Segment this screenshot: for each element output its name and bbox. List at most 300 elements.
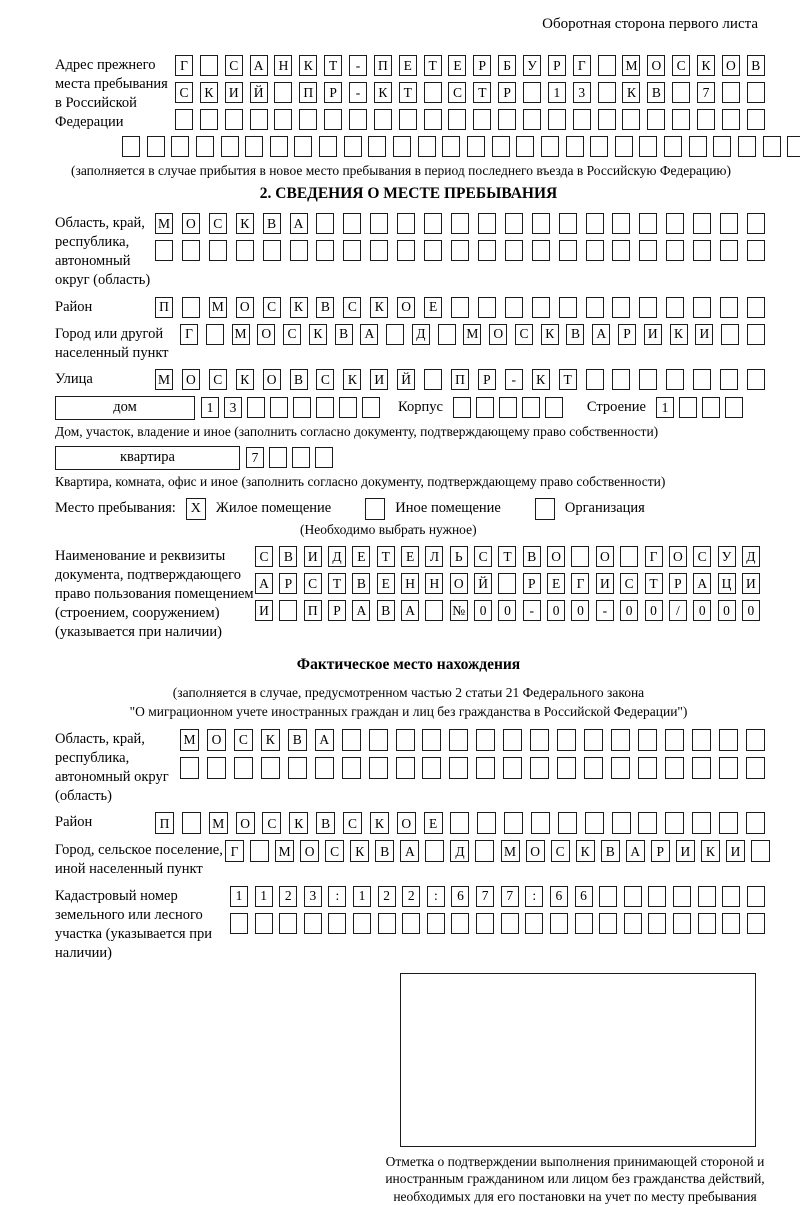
char-box xyxy=(720,213,738,234)
char-box xyxy=(442,136,460,157)
char-box: В xyxy=(377,600,395,621)
char-box xyxy=(747,324,765,345)
char-box xyxy=(571,546,589,567)
actual-location-note-line2: "О миграционном учете иностранных граждан и лиц без гражданства в Российской Федерации") xyxy=(129,703,688,719)
char-box: Г xyxy=(571,573,589,594)
actual-district-label: Район xyxy=(55,814,93,831)
char-box: В xyxy=(288,729,307,751)
char-box: С xyxy=(262,812,281,834)
field-actual-district xyxy=(55,812,762,834)
prev-address-row-2 xyxy=(175,82,765,103)
char-box xyxy=(615,136,633,157)
char-box: Ц xyxy=(718,573,736,594)
char-box: О xyxy=(722,55,740,76)
char-box: Р xyxy=(651,840,670,862)
char-box: К xyxy=(541,324,559,345)
char-box: И xyxy=(676,840,695,862)
char-box xyxy=(624,886,642,907)
checkbox-zhiloe: X xyxy=(186,498,206,520)
char-box: К xyxy=(697,55,715,76)
char-box xyxy=(316,397,334,418)
korpus-row xyxy=(453,397,563,418)
char-box: 1 xyxy=(255,886,273,907)
char-box xyxy=(293,397,311,418)
char-box: 0 xyxy=(693,600,711,621)
checkbox-organizaciya xyxy=(535,498,555,520)
char-box: М xyxy=(155,213,173,234)
char-box: О xyxy=(257,324,275,345)
char-box xyxy=(342,729,361,751)
district-label: Район xyxy=(55,298,93,315)
char-box: П xyxy=(374,55,392,76)
char-box: 6 xyxy=(550,886,568,907)
char-box: И xyxy=(726,840,745,862)
char-box xyxy=(370,213,388,234)
char-box xyxy=(648,886,666,907)
char-box: О xyxy=(182,369,200,390)
char-box xyxy=(672,82,690,103)
char-box: И xyxy=(742,573,760,594)
char-box: В xyxy=(290,369,308,390)
char-box: К xyxy=(261,729,280,751)
char-box xyxy=(349,109,367,130)
char-box xyxy=(586,297,604,318)
char-box xyxy=(611,757,630,779)
char-box: И xyxy=(644,324,662,345)
char-box: В xyxy=(566,324,584,345)
char-box: Г xyxy=(225,840,244,862)
char-box xyxy=(200,109,218,130)
char-box: 0 xyxy=(620,600,638,621)
char-box xyxy=(557,757,576,779)
char-box: И xyxy=(370,369,388,390)
char-box xyxy=(639,297,657,318)
char-box xyxy=(424,240,442,261)
char-box xyxy=(638,812,657,834)
char-box: В xyxy=(335,324,353,345)
char-box xyxy=(522,397,540,418)
char-box: М xyxy=(155,369,173,390)
char-box: 3 xyxy=(304,886,322,907)
char-box: В xyxy=(316,297,334,318)
char-box: П xyxy=(451,369,469,390)
char-box: О xyxy=(669,546,687,567)
char-box xyxy=(328,913,346,934)
char-box xyxy=(751,840,770,862)
char-box xyxy=(692,757,711,779)
option-zhiloe-label: Жилое помещение xyxy=(215,500,332,517)
char-box: Й xyxy=(474,573,492,594)
char-box xyxy=(530,757,549,779)
char-box: А xyxy=(400,840,419,862)
actual-location-title: Фактическое место нахождения xyxy=(296,656,521,674)
char-box xyxy=(424,213,442,234)
region-row-1 xyxy=(155,213,765,234)
char-box xyxy=(171,136,189,157)
char-box xyxy=(250,109,268,130)
char-box: П xyxy=(155,297,173,318)
char-box xyxy=(451,297,469,318)
char-box xyxy=(402,913,420,934)
char-box xyxy=(425,840,444,862)
char-box xyxy=(370,240,388,261)
char-box xyxy=(673,913,691,934)
char-box xyxy=(175,109,193,130)
document-row-3 xyxy=(255,600,760,621)
char-box: 0 xyxy=(645,600,663,621)
char-box xyxy=(344,136,362,157)
char-box: И xyxy=(225,82,243,103)
char-box xyxy=(427,913,445,934)
char-box: М xyxy=(209,812,228,834)
char-box xyxy=(206,324,224,345)
char-box: А xyxy=(250,55,268,76)
char-box xyxy=(263,240,281,261)
char-box xyxy=(516,136,534,157)
checkbox-inoe xyxy=(365,498,385,520)
char-box xyxy=(451,240,469,261)
cadastral-label: Кадастровый номер земельного или лесного участка (указывается при наличии) xyxy=(55,887,212,961)
char-box xyxy=(679,397,697,418)
char-box xyxy=(180,757,199,779)
char-box xyxy=(319,136,337,157)
char-box: 0 xyxy=(547,600,565,621)
char-box xyxy=(473,109,491,130)
char-box: К xyxy=(701,840,720,862)
actual-location-note xyxy=(55,684,762,720)
char-box xyxy=(182,812,201,834)
char-box xyxy=(399,109,417,130)
char-box: У xyxy=(523,55,541,76)
char-box xyxy=(664,136,682,157)
char-box: В xyxy=(279,546,297,567)
char-box: И xyxy=(596,573,614,594)
char-box: Д xyxy=(450,840,469,862)
char-box xyxy=(438,324,456,345)
char-box: 7 xyxy=(246,447,264,468)
char-box: Г xyxy=(180,324,198,345)
field-actual-city xyxy=(55,840,762,879)
actual-city-row xyxy=(225,840,770,862)
char-box xyxy=(598,55,616,76)
char-box: 1 xyxy=(353,886,371,907)
apartment-note: Квартира, комната, офис и иное (заполнить согласно документу, подтверждающему право собственности) xyxy=(55,473,666,489)
char-box: 0 xyxy=(718,600,736,621)
option-inoe-label: Иное помещение xyxy=(395,500,501,517)
region-row-2 xyxy=(155,240,765,261)
char-box: Г xyxy=(175,55,193,76)
char-box xyxy=(532,297,550,318)
char-box: О xyxy=(207,729,226,751)
char-box xyxy=(498,573,516,594)
char-box xyxy=(721,324,739,345)
char-box: Д xyxy=(742,546,760,567)
char-box: П xyxy=(299,82,317,103)
char-box xyxy=(639,369,657,390)
char-box xyxy=(234,757,253,779)
char-box xyxy=(713,136,731,157)
char-box: Р xyxy=(478,369,496,390)
char-box: О xyxy=(547,546,565,567)
char-box: К xyxy=(236,213,254,234)
char-box xyxy=(209,240,227,261)
char-box: Р xyxy=(498,82,516,103)
char-box xyxy=(315,447,333,468)
char-box xyxy=(725,397,743,418)
char-box xyxy=(702,397,720,418)
char-box: С xyxy=(343,297,361,318)
char-box: / xyxy=(669,600,687,621)
char-box xyxy=(230,913,248,934)
char-box xyxy=(450,812,469,834)
field-cadastral xyxy=(55,886,762,964)
char-box: Е xyxy=(547,573,565,594)
char-box: Т xyxy=(473,82,491,103)
prev-address-row-4 xyxy=(122,136,800,157)
char-box xyxy=(639,240,657,261)
char-box: В xyxy=(523,546,541,567)
char-box xyxy=(525,913,543,934)
char-box xyxy=(397,240,415,261)
char-box xyxy=(747,886,765,907)
stay-type-note: (Необходимо выбрать нужное) xyxy=(300,521,477,537)
char-box xyxy=(122,136,140,157)
char-box xyxy=(530,729,549,751)
field-house xyxy=(55,396,762,420)
char-box: 1 xyxy=(656,397,674,418)
char-box xyxy=(612,213,630,234)
char-box xyxy=(738,136,756,157)
char-box xyxy=(498,109,516,130)
char-box xyxy=(720,240,738,261)
char-box xyxy=(746,729,765,751)
char-box: 6 xyxy=(451,886,469,907)
char-box: - xyxy=(523,600,541,621)
char-box xyxy=(451,213,469,234)
page-title: Оборотная сторона первого листа xyxy=(542,16,758,32)
char-box xyxy=(612,812,631,834)
char-box xyxy=(397,213,415,234)
char-box: П xyxy=(304,600,322,621)
char-box: К xyxy=(670,324,688,345)
char-box xyxy=(586,369,604,390)
char-box xyxy=(304,913,322,934)
char-box: К xyxy=(622,82,640,103)
char-box xyxy=(182,240,200,261)
char-box: 1 xyxy=(548,82,566,103)
field-region xyxy=(55,213,762,291)
char-box xyxy=(476,757,495,779)
prev-address-label: Адрес прежнего места пребывания в Российской Федерации xyxy=(55,57,168,131)
char-box xyxy=(424,369,442,390)
char-box: 7 xyxy=(476,886,494,907)
char-box xyxy=(245,136,263,157)
char-box: М xyxy=(463,324,481,345)
char-box: Т xyxy=(645,573,663,594)
field-street xyxy=(55,369,762,390)
char-box: В xyxy=(316,812,335,834)
char-box xyxy=(665,729,684,751)
char-box: К xyxy=(576,840,595,862)
char-box xyxy=(221,136,239,157)
char-box xyxy=(559,297,577,318)
char-box: Р xyxy=(548,55,566,76)
stamp-box xyxy=(400,973,756,1147)
char-box xyxy=(274,109,292,130)
char-box xyxy=(612,240,630,261)
char-box xyxy=(693,297,711,318)
option-organizaciya-label: Организация xyxy=(564,500,645,517)
char-box xyxy=(451,913,469,934)
char-box: О xyxy=(397,812,416,834)
char-box xyxy=(299,109,317,130)
char-box xyxy=(722,886,740,907)
char-box: Б xyxy=(498,55,516,76)
char-box: А xyxy=(352,600,370,621)
char-box xyxy=(316,213,334,234)
stroenie-label: Строение xyxy=(586,399,646,416)
char-box: - xyxy=(596,600,614,621)
char-box xyxy=(575,913,593,934)
char-box xyxy=(424,82,442,103)
char-box: С xyxy=(620,573,638,594)
stroenie-row xyxy=(656,397,743,418)
char-box: С xyxy=(263,297,281,318)
char-box: : xyxy=(427,886,445,907)
char-box: М xyxy=(622,55,640,76)
char-box: О xyxy=(236,812,255,834)
char-box: К xyxy=(289,812,308,834)
char-box xyxy=(747,82,765,103)
field-district xyxy=(55,297,762,318)
char-box: М xyxy=(180,729,199,751)
char-box xyxy=(598,109,616,130)
char-box xyxy=(504,812,523,834)
char-box: Р xyxy=(279,573,297,594)
char-box: М xyxy=(275,840,294,862)
char-box: С xyxy=(343,812,362,834)
char-box: 6 xyxy=(575,886,593,907)
char-box: Н xyxy=(274,55,292,76)
char-box xyxy=(599,913,617,934)
apartment-number-row xyxy=(246,447,333,468)
house-note: Дом, участок, владение и иное (заполнить согласно документу, подтверждающему право собственности) xyxy=(55,423,659,439)
char-box: № xyxy=(450,600,468,621)
char-box xyxy=(584,729,603,751)
char-box xyxy=(638,757,657,779)
char-box: С xyxy=(225,55,243,76)
document-row-2 xyxy=(255,573,760,594)
char-box xyxy=(288,757,307,779)
char-box xyxy=(492,136,510,157)
char-box: У xyxy=(718,546,736,567)
char-box: 1 xyxy=(230,886,248,907)
char-box xyxy=(503,757,522,779)
char-box xyxy=(200,55,218,76)
char-box: Н xyxy=(401,573,419,594)
char-box: О xyxy=(526,840,545,862)
prev-address-row-1 xyxy=(175,55,765,76)
char-box xyxy=(476,913,494,934)
char-box: Р xyxy=(523,573,541,594)
char-box xyxy=(368,136,386,157)
char-box: 7 xyxy=(697,82,715,103)
char-box xyxy=(638,729,657,751)
char-box xyxy=(274,82,292,103)
char-box: 2 xyxy=(402,886,420,907)
prev-address-note: (заполняется в случае прибытия в новое место пребывания в период последнего въезда в Российскую Федерацию) xyxy=(70,163,732,178)
document-row-1 xyxy=(255,546,760,567)
char-box: В xyxy=(352,573,370,594)
char-box xyxy=(672,109,690,130)
char-box: А xyxy=(360,324,378,345)
char-box xyxy=(639,213,657,234)
char-box xyxy=(666,213,684,234)
char-box xyxy=(720,297,738,318)
char-box xyxy=(374,109,392,130)
char-box xyxy=(719,757,738,779)
char-box xyxy=(369,729,388,751)
char-box xyxy=(478,297,496,318)
char-box xyxy=(698,886,716,907)
char-box: Е xyxy=(352,546,370,567)
char-box: Р xyxy=(328,600,346,621)
field-document xyxy=(55,546,762,643)
char-box xyxy=(247,397,265,418)
char-box: О xyxy=(647,55,665,76)
char-box xyxy=(449,757,468,779)
char-box: К xyxy=(290,297,308,318)
char-box: М xyxy=(232,324,250,345)
char-box xyxy=(647,109,665,130)
char-box: Й xyxy=(250,82,268,103)
char-box xyxy=(719,812,738,834)
char-box: С xyxy=(551,840,570,862)
char-box xyxy=(599,886,617,907)
char-box xyxy=(550,913,568,934)
char-box: Р xyxy=(324,82,342,103)
char-box: Р xyxy=(473,55,491,76)
char-box xyxy=(292,447,310,468)
char-box xyxy=(722,913,740,934)
char-box xyxy=(612,297,630,318)
cadastral-row-1 xyxy=(230,886,765,907)
char-box: С xyxy=(325,840,344,862)
char-box xyxy=(324,109,342,130)
char-box xyxy=(475,840,494,862)
char-box xyxy=(665,812,684,834)
char-box: : xyxy=(328,886,346,907)
char-box: Т xyxy=(377,546,395,567)
char-box: 0 xyxy=(474,600,492,621)
char-box xyxy=(422,729,441,751)
char-box: В xyxy=(647,82,665,103)
char-box xyxy=(692,812,711,834)
char-box: С xyxy=(255,546,273,567)
char-box xyxy=(523,109,541,130)
char-box: К xyxy=(343,369,361,390)
char-box: Т xyxy=(399,82,417,103)
char-box: П xyxy=(155,812,174,834)
char-box: - xyxy=(505,369,523,390)
char-box xyxy=(747,213,765,234)
char-box: А xyxy=(626,840,645,862)
char-box xyxy=(424,109,442,130)
char-box xyxy=(586,240,604,261)
field-actual-region xyxy=(55,729,762,807)
char-box: А xyxy=(315,729,334,751)
char-box xyxy=(697,109,715,130)
